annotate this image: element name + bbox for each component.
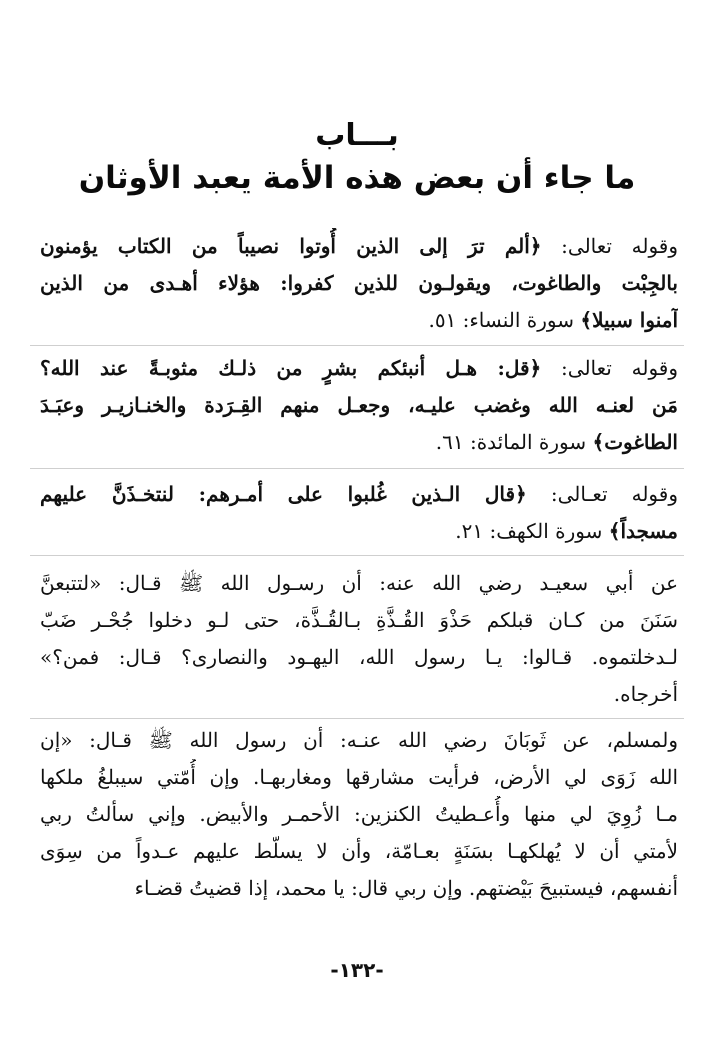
separator-rule <box>30 718 684 719</box>
quran-text: ﴿قل: هـل أنبئكم بشرٍ من ذلـك مثوبـةً عند الله؟ <box>40 356 542 380</box>
text-line <box>40 228 678 265</box>
text-line <box>40 639 678 676</box>
quran-text: آمنوا سبيلا﴾ <box>580 308 678 332</box>
text-line <box>40 796 678 833</box>
text-line <box>40 350 678 387</box>
text-segment: سورة المائدة: ٦١. <box>435 430 593 454</box>
text-segment: وقوله تعالى: <box>541 234 678 258</box>
text-line <box>40 265 678 302</box>
quran-text: ﴿قال الـذين غُلبوا على أمـرهم: لنتخـذَنَّ عليهم <box>40 482 527 506</box>
text-line <box>40 387 678 424</box>
text-segment: سورة الكهف: ٢١. <box>455 519 609 543</box>
text-line <box>40 759 678 796</box>
quran-text: مَن لعنـه الله وغضب عليـه، وجعـل منهم القِـرَدة والخنـازيـر وعبَـدَ <box>40 393 678 417</box>
text-line <box>40 513 678 550</box>
text-segment: أنفسهم، فيستبيحَ بَيْضتهم. وإن ربي قال: يا محمد، إذا قضيتُ قضـاء <box>134 876 678 900</box>
quran-text: ﴿ألم ترَ إلى الذين أُوتوا نصيباً من الكتاب يؤمنون <box>40 234 542 258</box>
text-line <box>40 565 678 602</box>
separator-rule <box>30 555 684 556</box>
text-line <box>40 722 678 759</box>
text-line <box>40 833 678 870</box>
quran-text: الطاغوت﴾ <box>592 430 678 454</box>
text-line <box>40 424 678 461</box>
separator-rule <box>30 345 684 346</box>
text-segment: وقوله تعالى: <box>541 356 678 380</box>
paragraph-hadith-thawban <box>40 722 678 907</box>
text-line <box>40 676 678 713</box>
text-segment: لأمتي أن لا يُهلكهـا بسَنَةٍ بعـامّة، وأن لا يسلّط عليهم عـدواً من سِوَى <box>40 839 678 863</box>
chapter-title: ما جاء أن بعض هذه الأمة يعبد الأوثان <box>78 160 636 196</box>
text-segment: مـا زُوِيَ لي منها وأُعـطيتُ الكنزين: الأحمـر والأبيض. وإني سألتُ ربي <box>40 802 678 826</box>
text-segment: أخرجاه. <box>613 682 678 706</box>
page-number: -١٣٢- <box>330 958 384 982</box>
text-segment: سَنَنَ من كـان قبلكم حَذْوَ القُـذَّةِ بـالقُـذَّة، حتى لـو دخلوا جُحْـر ضَبّ <box>40 608 678 632</box>
paragraph-verse-nisa <box>40 228 678 339</box>
text-segment: ولمسلم، عن ثَوبَانَ رضي الله عنـه: أن رسول الله ﷺ قـال: «إن <box>40 728 678 752</box>
text-segment: عن أبي سعيـد رضي الله عنه: أن رسـول الله ﷺ قـال: «لتتبعنَّ <box>40 571 678 595</box>
text-segment: لـدخلتموه. قـالوا: يـا رسول الله، اليهـود والنصارى؟ قـال: فمن؟» <box>40 645 678 669</box>
text-line <box>40 476 678 513</box>
text-line <box>40 870 678 907</box>
paragraph-hadith-abu-said <box>40 565 678 713</box>
paragraph-verse-kahf <box>40 476 678 550</box>
text-line <box>40 602 678 639</box>
paragraph-verse-maida <box>40 350 678 461</box>
text-segment: سورة النساء: ٥١. <box>428 308 581 332</box>
text-line <box>40 302 678 339</box>
quran-text: مسجداً﴾ <box>608 519 678 543</box>
text-segment: الله زَوَى لي الأرض، فرأيت مشارقها ومغاربهـا. وإن أُمّتي سيبلغُ ملكها <box>40 765 678 789</box>
chapter-heading-word: بـــاب <box>315 118 399 153</box>
text-segment: وقوله تعـالى: <box>526 482 678 506</box>
separator-rule <box>30 468 684 469</box>
quran-text: بالجِبْت والطاغوت، ويقولـون للذين كفروا: هؤلاء أهـدى من الذين <box>40 271 678 295</box>
